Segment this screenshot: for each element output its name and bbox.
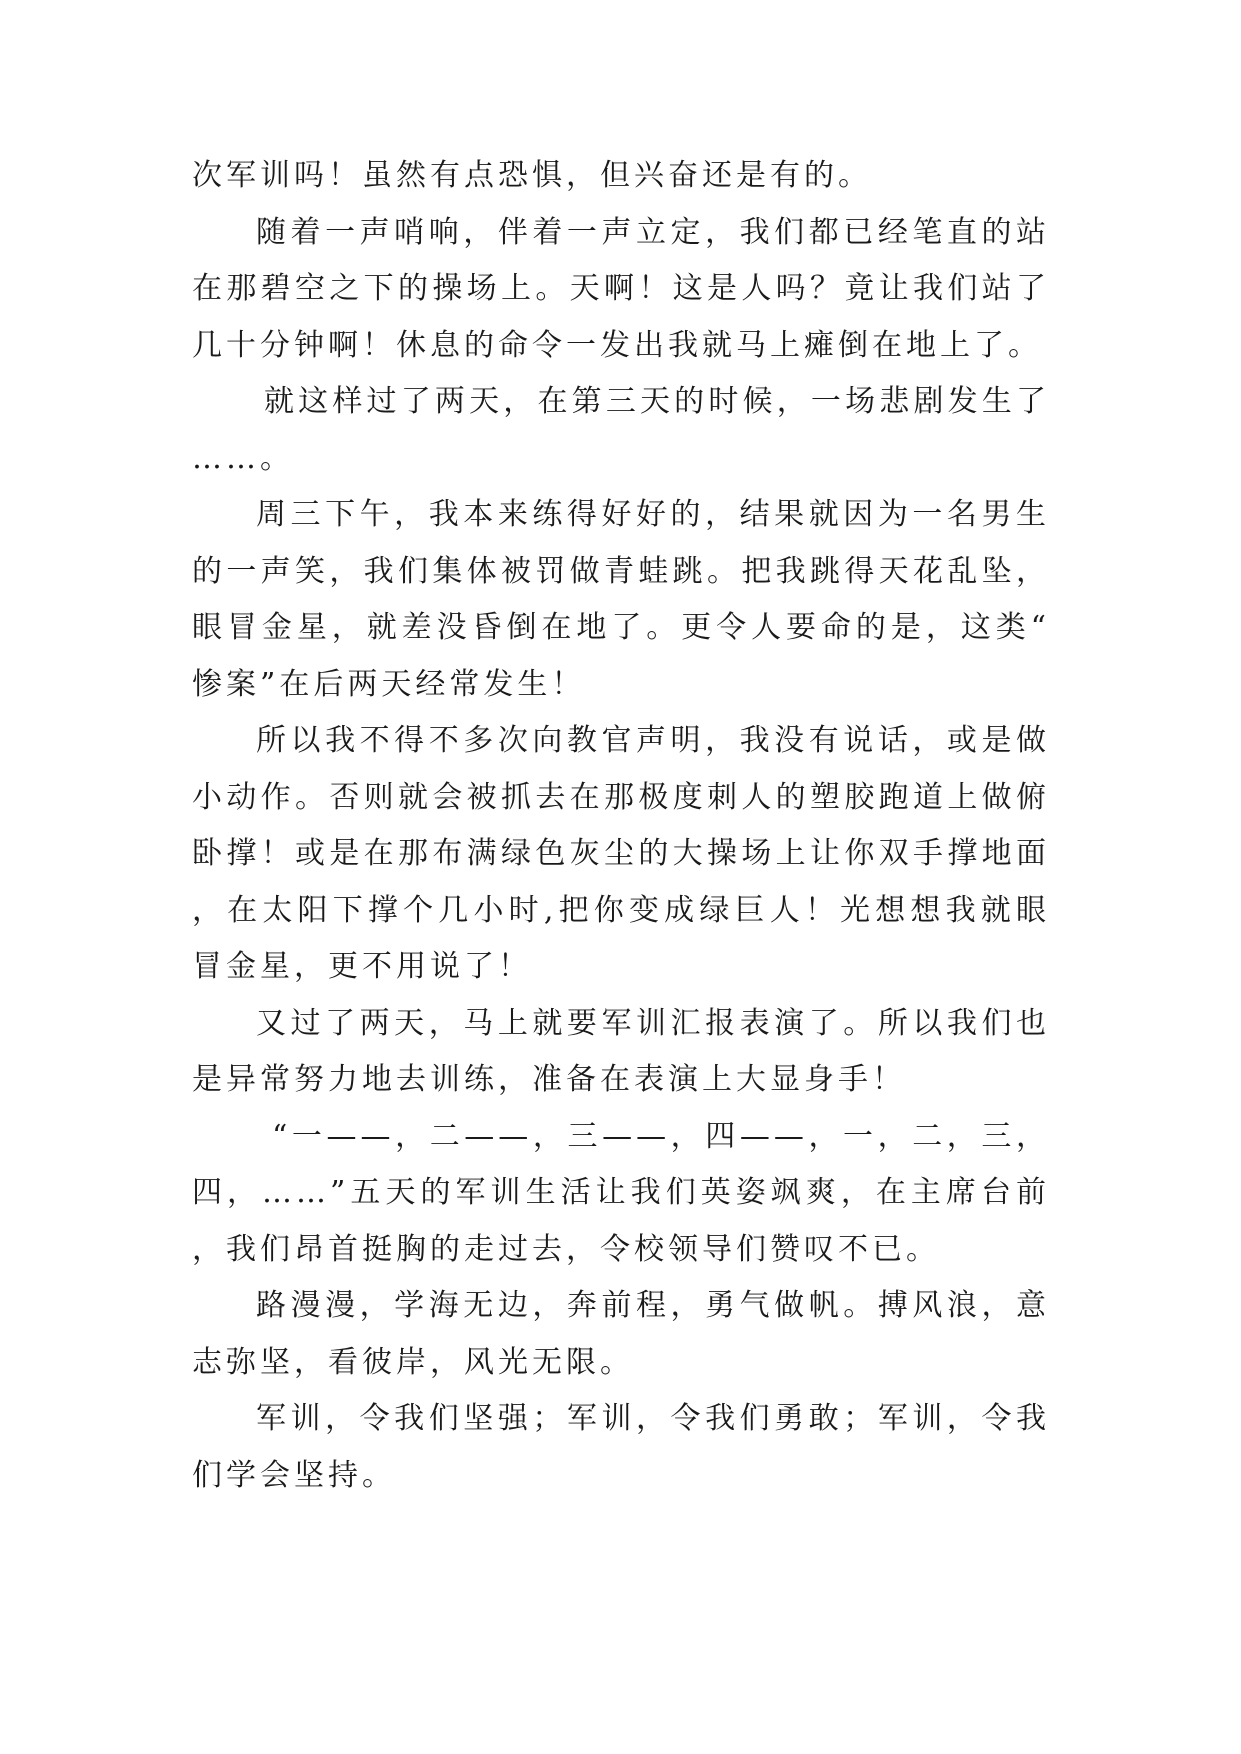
paragraph-8: 路漫漫，学海无边，奔前程，勇气做帆。搏风浪，意志弥坚，看彼岸，风光无限。 (192, 1288, 1050, 1380)
document-body (192, 148, 1050, 1504)
paragraph-3: 就这样过了两天，在第三天的时候，一场悲剧发生了……。 (192, 384, 1050, 476)
paragraph-6: 又过了两天，马上就要军训汇报表演了。所以我们也是异常努力地去训练，准备在表演上大显身手！ (192, 1005, 1050, 1097)
paragraph-5: 所以我不得不多次向教官声明，我没有说话，或是做小动作。否则就会被抓去在那极度刺人的塑胶跑道上做俯卧撑！或是在那布满绿色灰尘的大操场上让你双手撑地面，在太阳下撑个几小时,把你变成绿巨人！光想想我就眼冒金星，更不用说了！ (192, 723, 1050, 984)
paragraph-9: 军训，令我们坚强；军训，令我们勇敢；军训，令我们学会坚持。 (192, 1401, 1050, 1493)
paragraph-4: 周三下午，我本来练得好好的，结果就因为一名男生的一声笑，我们集体被罚做青蛙跳。把我跳得天花乱坠，眼冒金星，就差没昏倒在地了。更令人要命的是，这类“惨案”在后两天经常发生！ (192, 497, 1050, 702)
paragraph-7: “一——，二——，三——，四——，一，二，三，四，……”五天的军训生活让我们英姿飒爽，在主席台前，我们昂首挺胸的走过去，令校领导们赞叹不已。 (192, 1118, 1050, 1267)
paragraph-1: 次军训吗！虽然有点恐惧，但兴奋还是有的。 (192, 158, 872, 193)
paragraph-2: 随着一声哨响，伴着一声立定，我们都已经笔直的站在那碧空之下的操场上。天啊！这是人吗？竟让我们站了几十分钟啊！休息的命令一发出我就马上瘫倒在地上了。 (192, 214, 1050, 363)
